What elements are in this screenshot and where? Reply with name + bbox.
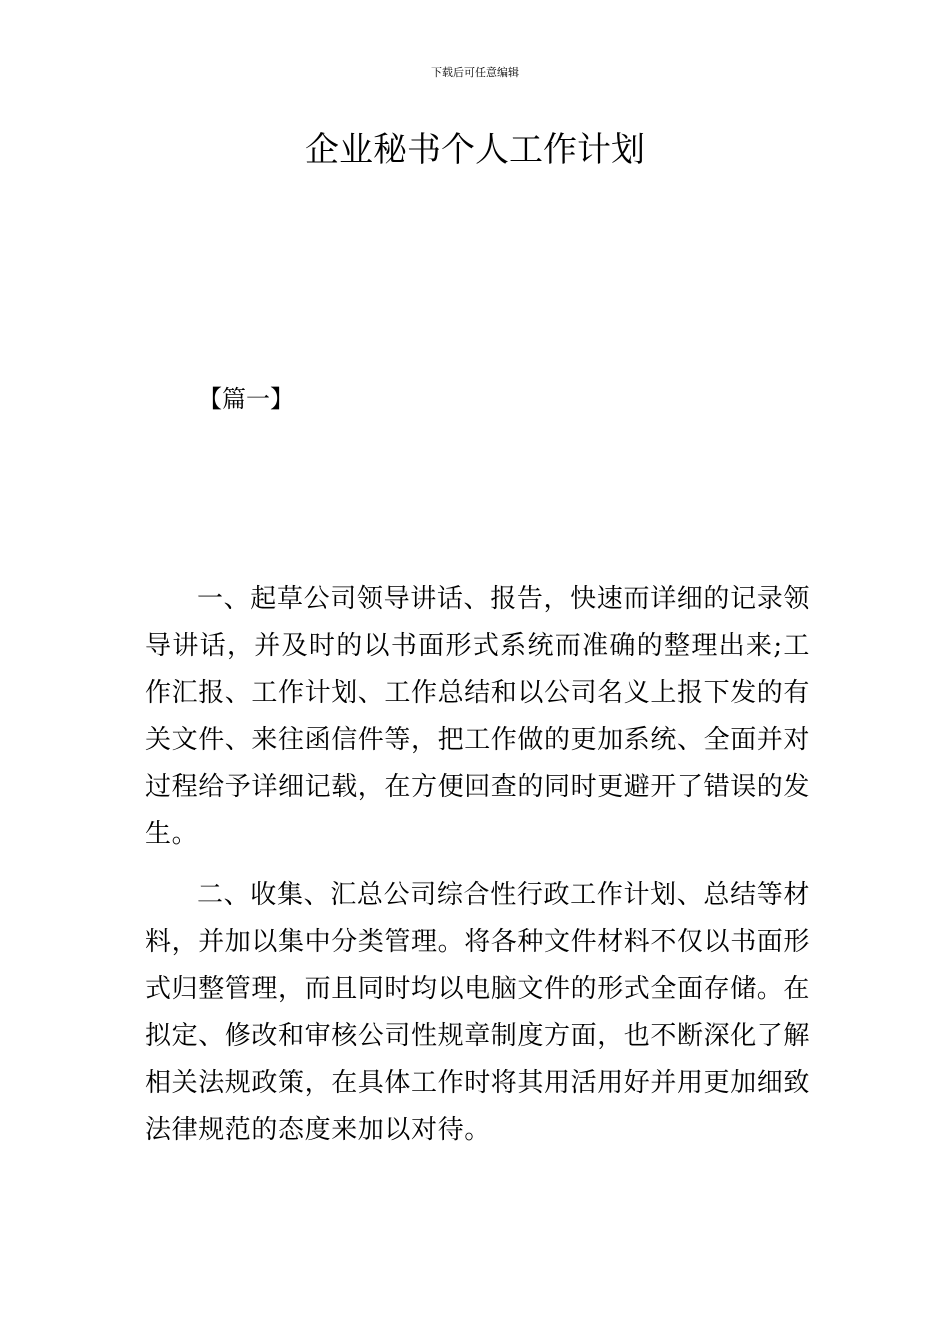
paragraph-2: 二、收集、汇总公司综合性行政工作计划、总结等材料，并加以集中分类管理。将各种文件材料不仅以书面形式归整管理，而且同时均以电脑文件的形式全面存储。在拟定、修改和审核公司性规章制度方面，也不断深化了解相关法规政策，在具体工作时将其用活用好并用更加细致法律规范的态度来加以对待。	[145, 880, 811, 1145]
document-title: 企业秘书个人工作计划	[305, 130, 645, 170]
paragraph-1: 一、起草公司领导讲话、报告，快速而详细的记录领导讲话，并及时的以书面形式系统而准确的整理出来;工作汇报、工作计划、工作总结和以公司名义上报下发的有关文件、来往函信件等，把工作做的更加系统、全面并对过程给予详细记载，在方便回查的同时更避开了错误的发生。	[145, 584, 811, 849]
section-label: 【篇一】	[198, 385, 294, 413]
header-note: 下载后可任意编辑	[431, 66, 519, 79]
